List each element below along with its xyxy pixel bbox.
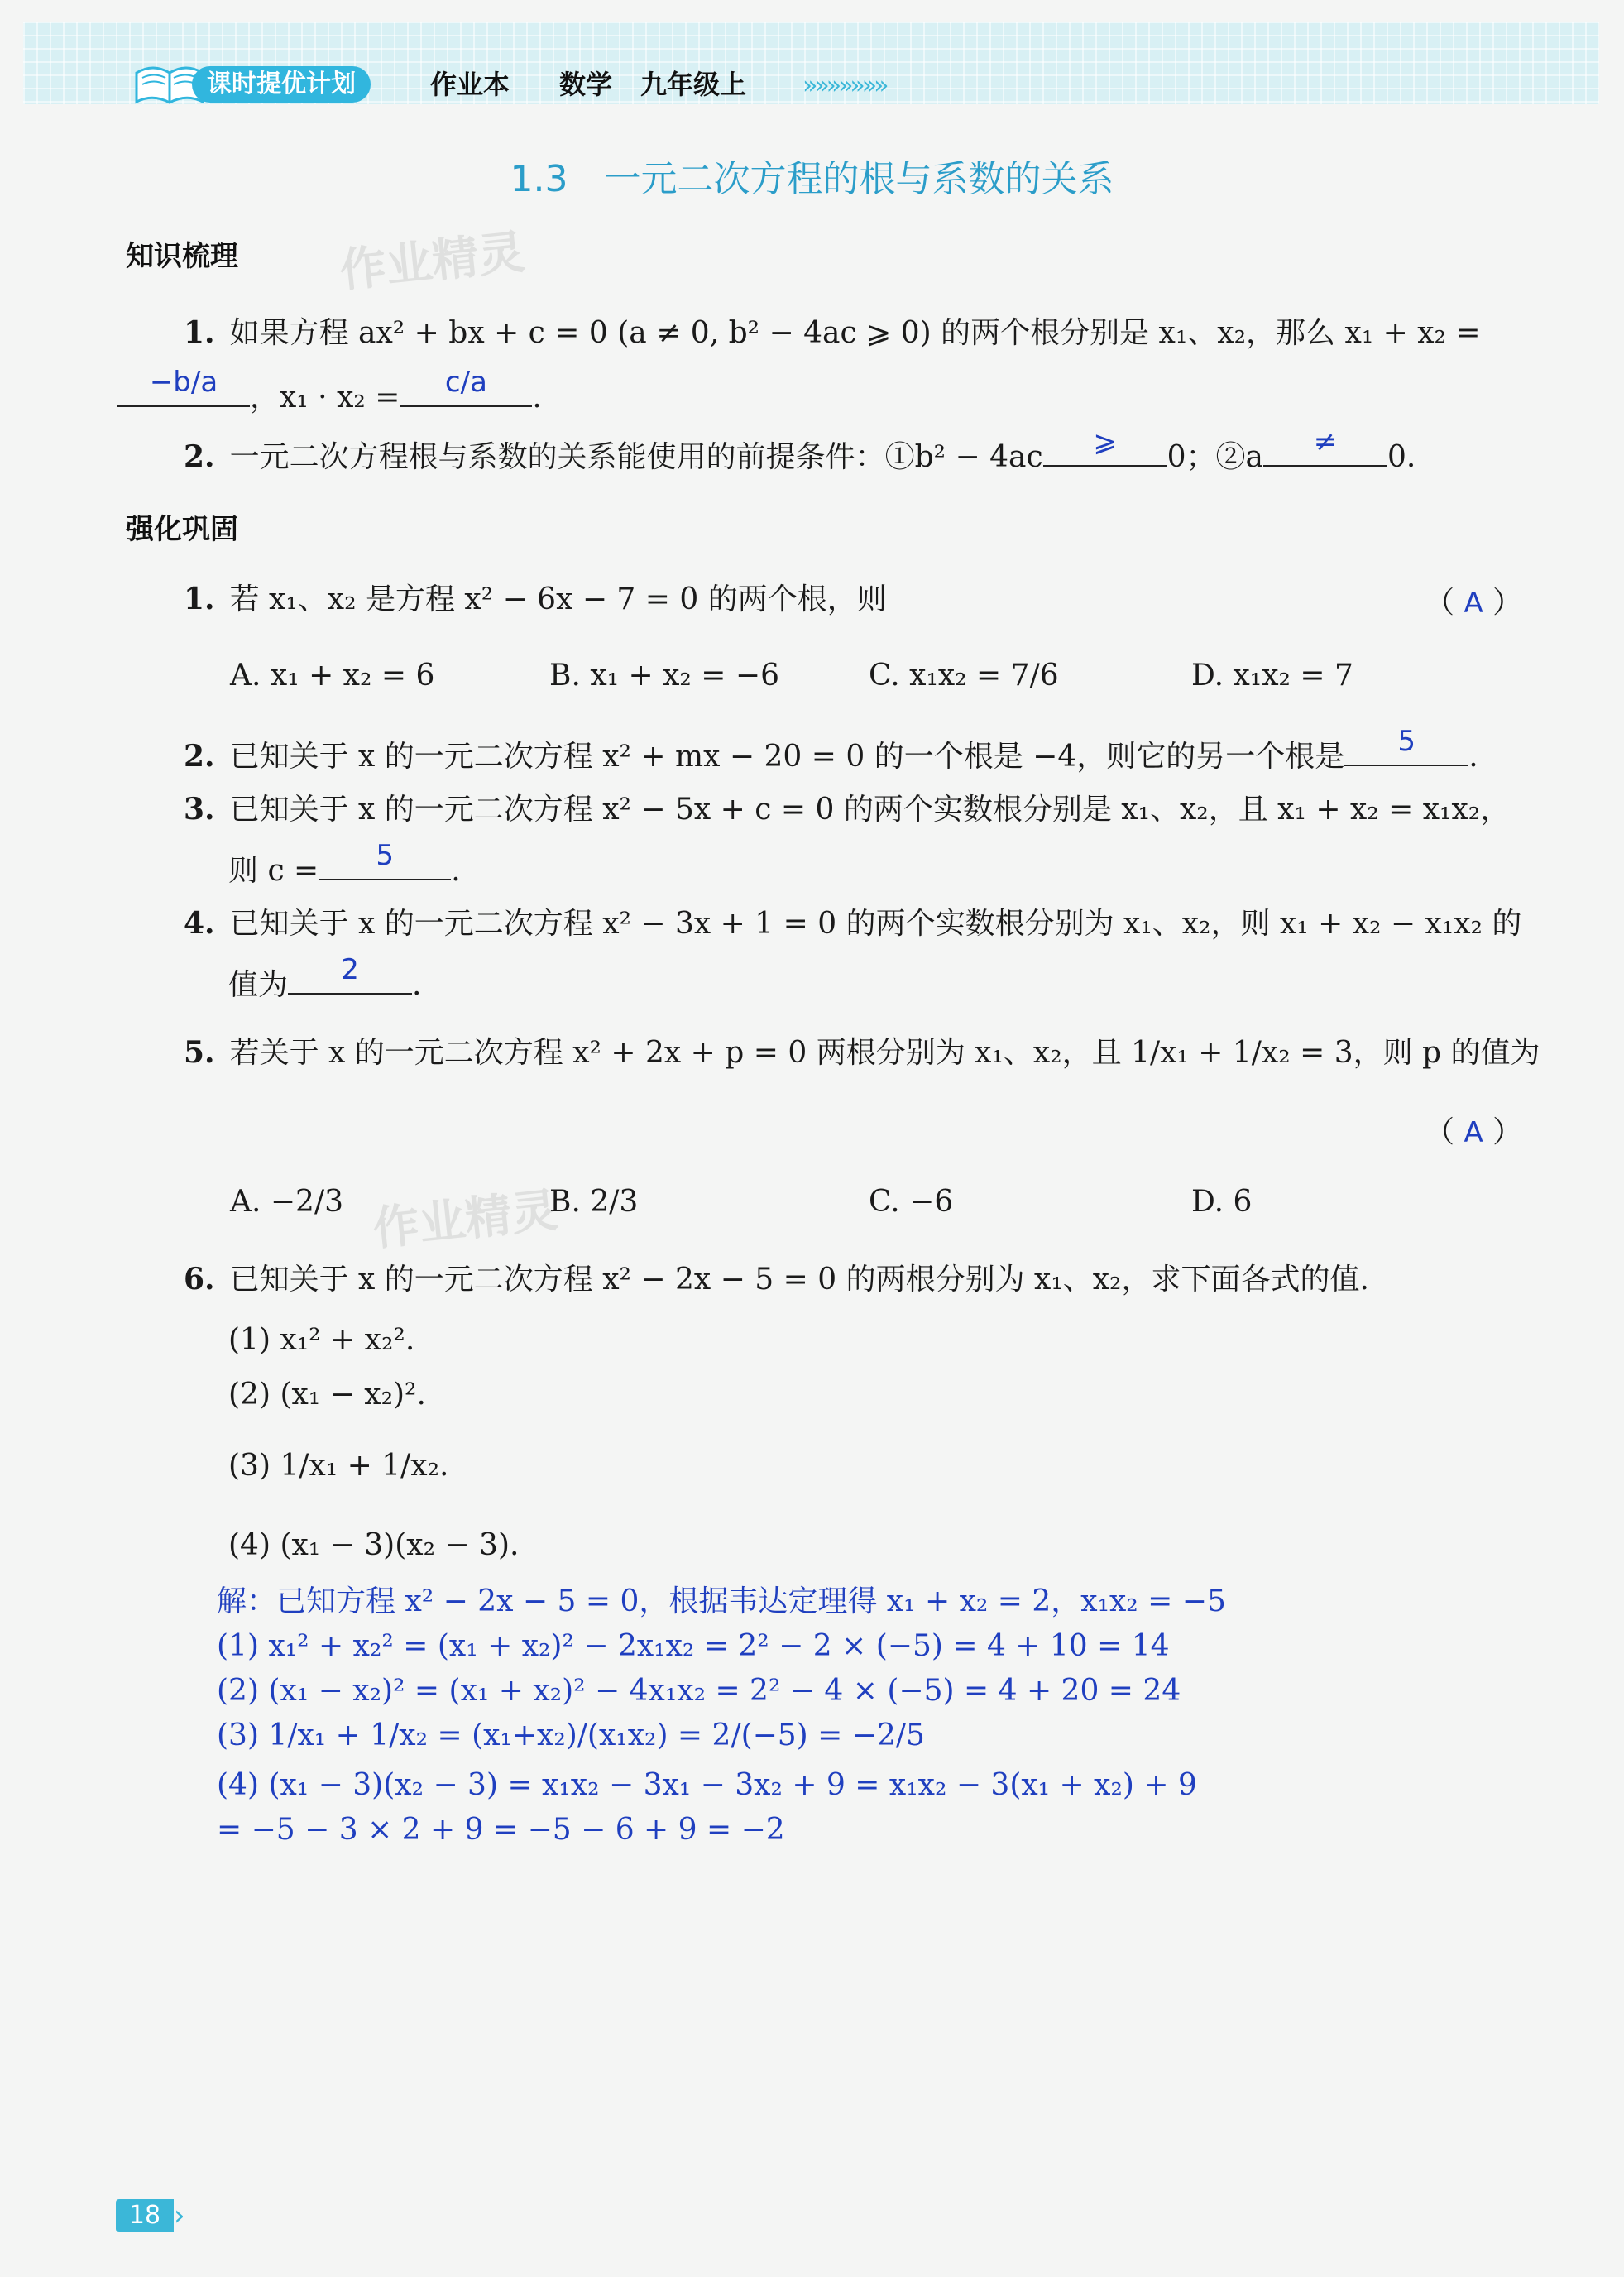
answer-text: −b/a: [149, 366, 218, 399]
question-text: 若关于 x 的一元二次方程 x² + 2x + p = 0 两根分别为 x₁、x₂，且 1/x₁ + 1/x₂ = 3，则 p 的值为: [229, 1036, 1540, 1070]
book-type: 作业本: [430, 69, 510, 100]
option-c: C. −6: [869, 1185, 954, 1219]
knowledge-q2: [184, 425, 1416, 477]
practice-q6: [184, 1259, 1369, 1300]
subject: 数学: [559, 69, 613, 100]
practice-q4-line1: [184, 904, 1521, 944]
answer-paren: （ A ）: [1425, 1115, 1523, 1149]
question-number: 2.: [184, 739, 215, 774]
question-number: 6.: [184, 1262, 215, 1297]
q6-part-1: (1) x₁² + x₂².: [228, 1323, 415, 1357]
q6-part-4: (4) (x₁ − 3)(x₂ − 3).: [228, 1528, 520, 1562]
answer-text: 2: [341, 953, 359, 986]
answer-text: ⩾: [1093, 425, 1117, 458]
knowledge-q1-line1: [184, 313, 1481, 353]
option-c: C. x₁x₂ = 7/6: [869, 659, 1059, 693]
question-text: ，x₁ · x₂ =: [250, 381, 400, 415]
question-text: 已知关于 x 的一元二次方程 x² + mx − 20 = 0 的一个根是 −4，则它的另一个根是: [229, 740, 1345, 774]
answer-blank: [1344, 725, 1468, 766]
answer-blank: [1263, 425, 1387, 467]
question-text: 若 x₁、x₂ 是方程 x² − 6x − 7 = 0 的两个根，则: [229, 582, 887, 616]
answer-blank: [319, 839, 451, 880]
practice-q4-line2: [228, 953, 422, 1005]
question-text: 值为: [228, 968, 289, 1002]
section-knowledge-label: 知识梳理: [126, 240, 238, 273]
question-number: 1.: [184, 582, 215, 616]
answer-blank: [1043, 425, 1167, 467]
option-a: A. x₁ + x₂ = 6: [230, 659, 435, 693]
practice-q3-line2: [228, 839, 461, 891]
answer-text: ≠: [1313, 425, 1338, 458]
solution-line-4: (4) (x₁ − 3)(x₂ − 3) = x₁x₂ − 3x₁ − 3x₂ + 9 = x₁x₂ − 3(x₁ + x₂) + 9: [217, 1768, 1197, 1802]
page-title: 1.3 一元二次方程的根与系数的关系: [510, 158, 1114, 200]
question-text: 如果方程 ax² + bx + c = 0 (a ≠ 0, b² − 4ac ⩾ 0) 的两个根分别是 x₁、x₂，那么 x₁ + x₂ =: [229, 316, 1481, 350]
practice-q1: [184, 579, 887, 620]
question-text: 0；②a: [1167, 440, 1264, 474]
question-number: 2.: [184, 439, 215, 474]
answer-blank: [288, 953, 412, 995]
question-number: 5.: [184, 1035, 215, 1070]
answer-paren: （ A ）: [1425, 586, 1523, 620]
question-text: 已知关于 x 的一元二次方程 x² − 3x + 1 = 0 的两个实数根分别为 x₁、x₂，则 x₁ + x₂ − x₁x₂ 的: [229, 907, 1522, 941]
solution-line-2: (2) (x₁ − x₂)² = (x₁ + x₂)² − 4x₁x₂ = 2² − 4 × (−5) = 4 + 20 = 24: [217, 1674, 1181, 1708]
section-practice-label: 强化巩固: [126, 513, 238, 546]
knowledge-q1-line2: [117, 366, 542, 418]
question-text: 0.: [1387, 440, 1416, 474]
option-a: A. −2/3: [230, 1185, 343, 1219]
answer-text: 5: [376, 839, 395, 872]
option-d: D. x₁x₂ = 7: [1191, 659, 1353, 693]
question-text: .: [532, 381, 542, 415]
question-text: 已知关于 x 的一元二次方程 x² − 5x + c = 0 的两个实数根分别是 x₁、x₂，且 x₁ + x₂ = x₁x₂，: [229, 793, 1511, 827]
question-number: 1.: [184, 315, 215, 350]
page-arrow-icon: ›: [174, 2199, 185, 2232]
solution-line-1: (1) x₁² + x₂² = (x₁ + x₂)² − 2x₁x₂ = 2² − 2 × (−5) = 4 + 10 = 14: [217, 1629, 1170, 1663]
solution-line-0: 解：已知方程 x² − 2x − 5 = 0，根据韦达定理得 x₁ + x₂ = 2，x₁x₂ = −5: [217, 1584, 1226, 1618]
question-number: 3.: [184, 792, 215, 827]
answer-blank: [400, 366, 532, 407]
q6-part-3: (3) 1/x₁ + 1/x₂.: [228, 1449, 449, 1483]
solution-line-3: (3) 1/x₁ + 1/x₂ = (x₁+x₂)/(x₁x₂) = 2/(−5) = −2/5: [217, 1719, 925, 1752]
practice-q2: [184, 725, 1478, 777]
question-text: 则 c =: [228, 854, 319, 888]
answer-text: 5: [1397, 725, 1416, 758]
answer-choice: A: [1464, 1116, 1483, 1149]
practice-q5: [184, 1033, 1540, 1073]
answer-choice: A: [1464, 587, 1483, 620]
section-practice-heading: [126, 506, 238, 547]
watermark: 作业精灵: [337, 225, 528, 299]
brand-logo: 课时提优计划: [192, 66, 371, 103]
question-text: .: [451, 854, 461, 888]
answer-text: c/a: [444, 366, 487, 399]
option-d: D. 6: [1191, 1185, 1253, 1219]
question-text: .: [412, 968, 422, 1002]
answer-blank: [117, 366, 250, 407]
q6-part-2: (2) (x₁ − x₂)².: [228, 1378, 426, 1412]
practice-q3-line1: [184, 789, 1510, 830]
question-number: 4.: [184, 906, 215, 941]
solution-line-5: = −5 − 3 × 2 + 9 = −5 − 6 + 9 = −2: [217, 1813, 785, 1847]
header-chevrons: »»»»»»»: [802, 71, 886, 100]
option-b: B. 2/3: [549, 1185, 639, 1219]
section-knowledge-heading: [126, 233, 238, 274]
page-number: 18: [116, 2199, 174, 2232]
option-b: B. x₁ + x₂ = −6: [549, 659, 779, 693]
watermark: 作业精灵: [370, 1183, 561, 1257]
question-text: .: [1468, 740, 1478, 774]
question-text: 已知关于 x 的一元二次方程 x² − 2x − 5 = 0 的两根分别为 x₁、x₂，求下面各式的值.: [229, 1263, 1369, 1297]
grade: 九年级上: [640, 69, 747, 100]
question-text: 一元二次方程根与系数的关系能使用的前提条件：①b² − 4ac: [229, 440, 1043, 474]
